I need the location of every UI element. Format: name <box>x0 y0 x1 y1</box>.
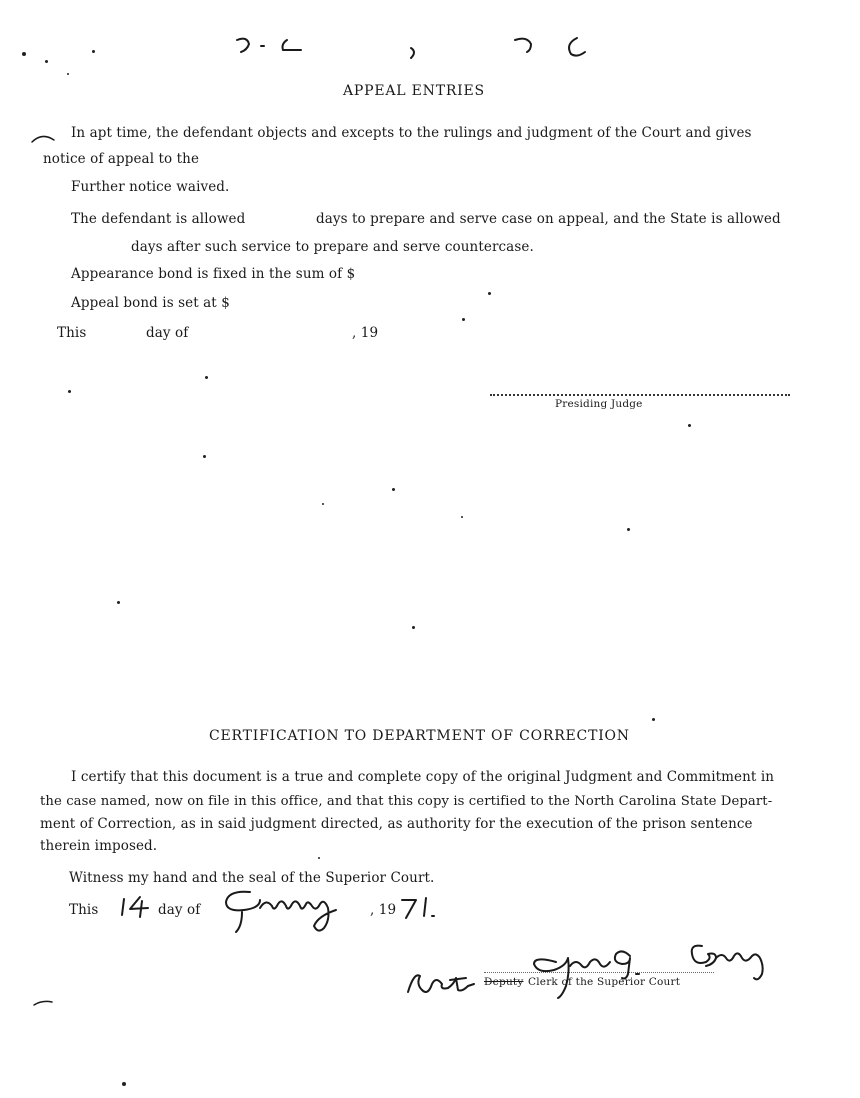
speck <box>205 376 208 379</box>
top-scan-marks <box>225 30 625 70</box>
speck <box>122 1082 126 1086</box>
speck <box>688 424 691 427</box>
witness-line: Witness my hand and the seal of the Superior Court. <box>69 870 435 886</box>
certification-date-year-prefix: , 19 <box>370 902 397 918</box>
appeal-line-4b: days to prepare and serve case on appeal, and the State is allowed <box>316 211 781 227</box>
appeal-line-5: days after such service to prepare and serve countercase. <box>131 239 534 255</box>
presiding-judge-label: Presiding Judge <box>555 398 643 410</box>
certification-heading: CERTIFICATION TO DEPARTMENT OF CORRECTION <box>209 728 630 744</box>
handwritten-month <box>220 886 360 938</box>
speck <box>461 516 463 518</box>
certification-line-3: ment of Correction, as in said judgment directed, as authority for the execution of the prison sentence <box>40 816 753 832</box>
speck <box>92 50 95 53</box>
speck <box>652 718 655 721</box>
speck <box>117 601 120 604</box>
appeal-date-day-of: day of <box>146 325 189 341</box>
speck <box>322 503 324 505</box>
appeal-line-2: notice of appeal to the <box>43 151 200 167</box>
speck <box>68 390 71 393</box>
speck <box>318 857 320 859</box>
speck <box>45 60 48 63</box>
speck <box>412 626 415 629</box>
appearance-bond-line: Appearance bond is fixed in the sum of $ <box>71 266 356 282</box>
appeal-entries-heading: APPEAL ENTRIES <box>343 83 485 99</box>
appeal-date-year: , 19 <box>352 325 379 341</box>
speck <box>203 455 206 458</box>
appeal-date-this: This <box>57 325 87 341</box>
certification-line-2: the case named, now on file in this office, and that this copy is certified to the North Carolina State Depart- <box>40 794 773 809</box>
appeal-bond-line: Appeal bond is set at $ <box>71 295 230 311</box>
margin-mark-bottom <box>30 996 60 1012</box>
speck <box>462 318 465 321</box>
appeal-line-4a: The defendant is allowed <box>71 211 246 227</box>
handwritten-year <box>398 894 438 924</box>
margin-mark-top <box>28 128 68 152</box>
certification-date-day-of: day of <box>158 902 201 918</box>
clerk-label: Clerk of the Superior Court <box>528 976 681 988</box>
judge-signature-line <box>490 394 790 396</box>
speck <box>627 528 630 531</box>
speck <box>67 73 69 75</box>
certification-line-1: I certify that this document is a true and complete copy of the original Judgment and Commitment in <box>71 769 775 785</box>
handwritten-signature <box>526 934 796 1004</box>
certification-date-this: This <box>69 902 99 918</box>
speck <box>22 52 26 56</box>
appeal-line-1: In apt time, the defendant objects and excepts to the rulings and judgment of the Court and gives <box>71 125 752 141</box>
speck <box>392 488 395 491</box>
speck <box>488 292 491 295</box>
appeal-line-3: Further notice waived. <box>71 179 230 195</box>
clerk-label-struck: Deputy <box>484 976 524 988</box>
handwritten-attest <box>402 962 482 1002</box>
handwritten-day <box>118 893 158 921</box>
certification-line-4: therein imposed. <box>40 838 158 854</box>
